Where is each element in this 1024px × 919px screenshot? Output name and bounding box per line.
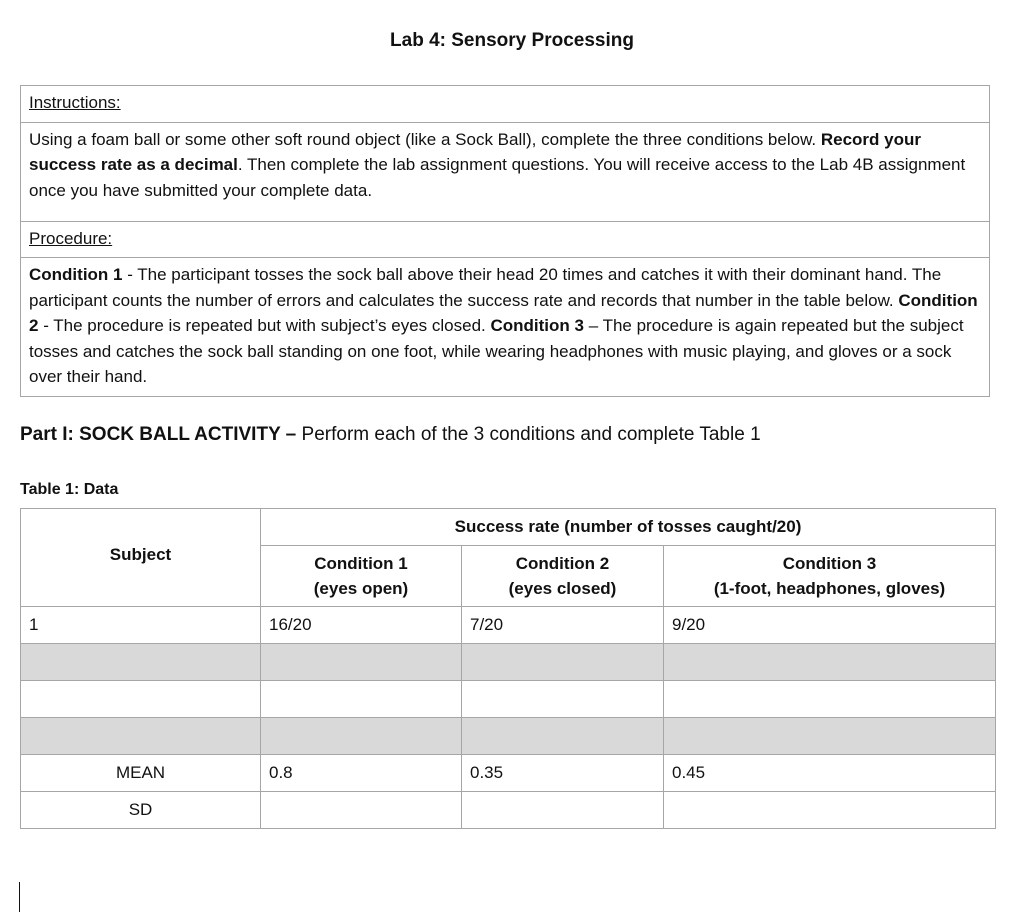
subject-cell[interactable] — [21, 644, 261, 681]
subject-cell[interactable] — [21, 681, 261, 718]
procedure-heading: Procedure: — [29, 228, 113, 248]
sd-condition-2[interactable] — [462, 792, 664, 829]
table-caption: Table 1: Data — [20, 481, 119, 498]
sd-row — [21, 792, 996, 829]
condition-1-cell[interactable] — [261, 718, 462, 755]
procedure-text — [21, 258, 989, 396]
success-rate-header: Success rate (number of tosses caught/20) — [261, 509, 996, 546]
condition-1-label: Condition 1 — [29, 265, 123, 284]
table-row — [21, 607, 996, 644]
table-row — [21, 718, 996, 755]
table-row — [21, 644, 996, 681]
condition-3-cell[interactable] — [664, 644, 996, 681]
condition-2-name: Condition 2 — [515, 554, 610, 573]
condition-2-cell[interactable] — [462, 718, 664, 755]
procedure-heading-row — [21, 222, 989, 259]
condition-2-header — [462, 546, 664, 607]
instructions-box — [20, 85, 990, 397]
condition-2-cell[interactable] — [462, 681, 664, 718]
instructions-text — [21, 123, 989, 222]
subject-cell[interactable]: 1 — [21, 607, 261, 644]
condition-1-name: Condition 1 — [314, 554, 408, 573]
mean-condition-1[interactable]: 0.8 — [261, 755, 462, 792]
condition-3-sub: (1-foot, headphones, gloves) — [713, 579, 946, 598]
table-row — [21, 681, 996, 718]
mean-condition-2[interactable]: 0.35 — [462, 755, 664, 792]
condition-1-cell[interactable] — [261, 681, 462, 718]
condition-2-sub: (eyes closed) — [508, 579, 617, 598]
condition-3-text: – The procedure is again repeated but the subject tosses and catches the sock ball standing on one foot, while wearing headphones with music playing, and gloves or a sock over their hand. — [29, 316, 964, 386]
sd-condition-1[interactable] — [261, 792, 462, 829]
sd-label: SD — [21, 792, 261, 829]
part-1-text: Perform each of the 3 conditions and complete Table 1 — [301, 424, 761, 445]
mean-label: MEAN — [21, 755, 261, 792]
condition-2-text: - The procedure is repeated but with subject’s eyes closed. — [38, 316, 491, 335]
condition-3-cell[interactable] — [664, 718, 996, 755]
condition-1-cell[interactable]: 16/20 — [261, 607, 462, 644]
condition-3-header — [664, 546, 996, 607]
part-1-label: Part I: SOCK BALL ACTIVITY – — [20, 424, 302, 445]
sd-condition-3[interactable] — [664, 792, 996, 829]
instructions-text-bold: Record your success rate as a decimal — [29, 129, 921, 174]
condition-1-header — [261, 546, 462, 607]
data-table — [20, 508, 996, 829]
condition-1-sub: (eyes open) — [313, 579, 409, 598]
instructions-heading: Instructions: — [29, 93, 121, 112]
condition-1-cell[interactable] — [261, 644, 462, 681]
text-cursor — [19, 882, 20, 912]
instructions-heading-row — [21, 86, 989, 123]
condition-3-cell[interactable] — [664, 681, 996, 718]
subject-cell[interactable] — [21, 718, 261, 755]
condition-2-label: Condition 2 — [29, 290, 978, 335]
mean-row — [21, 755, 996, 792]
subject-header: Subject — [21, 509, 261, 607]
condition-3-name: Condition 3 — [782, 554, 877, 573]
instructions-text-2: . Then complete the lab assignment questions. You will receive access to the Lab 4B assignment once you have submitted your complete data. — [29, 155, 966, 200]
instructions-text-1: Using a foam ball or some other soft round object (like a Sock Ball), complete the three conditions below. — [29, 129, 821, 149]
condition-3-label: Condition 3 — [490, 316, 584, 335]
condition-3-cell[interactable]: 9/20 — [664, 607, 996, 644]
page-title: Lab 4: Sensory Processing — [390, 30, 634, 51]
condition-1-text: - The participant tosses the sock ball above their head 20 times and catches it with their dominant hand. The participant counts the number of errors and calculates the success rate and records that number in the table below. — [29, 265, 942, 310]
condition-2-cell[interactable]: 7/20 — [462, 607, 664, 644]
condition-2-cell[interactable] — [462, 644, 664, 681]
mean-condition-3[interactable]: 0.45 — [664, 755, 996, 792]
part-1-heading — [20, 424, 761, 446]
